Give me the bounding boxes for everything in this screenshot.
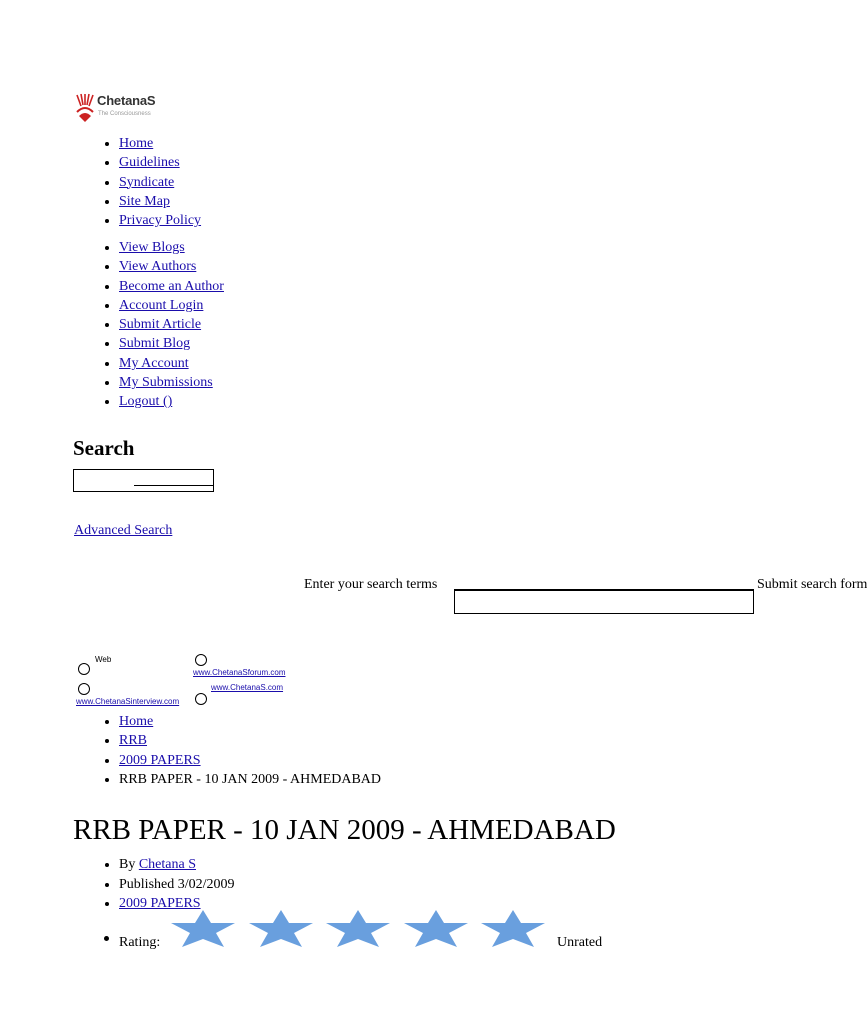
search-terms-label: Enter your search terms — [304, 577, 438, 592]
search-heading: Search — [73, 436, 135, 460]
rating-star-2-icon[interactable] — [246, 908, 316, 948]
nav-item-account-login — [119, 296, 419, 315]
nav-item-my-account — [119, 354, 419, 373]
breadcrumb-link-home[interactable]: Home — [119, 714, 154, 729]
meta-author — [119, 855, 235, 875]
breadcrumb — [119, 712, 381, 789]
scope-radio-forum[interactable] — [195, 654, 207, 666]
scope-label-web: Web — [95, 655, 112, 664]
nav-link-my-submissions[interactable]: My Submissions — [119, 375, 213, 391]
logo-brand-name: ChetanaS — [97, 93, 156, 108]
rating-star-1-icon[interactable] — [168, 908, 238, 948]
logo-tagline: The Consciousness — [98, 111, 151, 117]
nav-link-my-account[interactable]: My Account — [119, 355, 189, 371]
breadcrumb-item — [119, 712, 381, 731]
breadcrumb-item — [119, 751, 381, 770]
search-input-underline — [134, 485, 214, 486]
article-meta — [119, 855, 235, 914]
site-logo[interactable] — [74, 92, 194, 128]
rating-label: Rating: — [119, 935, 161, 950]
nav-item-logout — [119, 392, 419, 411]
nav-item-site-map — [119, 192, 419, 211]
scope-radio-interview[interactable] — [78, 683, 90, 695]
rating-bullet — [104, 936, 109, 941]
author-link[interactable]: Chetana S — [138, 857, 196, 872]
logo-emblem-icon — [74, 92, 96, 124]
scope-label-main-site[interactable]: www.ChetanaS.com — [211, 683, 284, 692]
rating-star-3-icon[interactable] — [323, 908, 393, 948]
search-terms-input[interactable] — [454, 590, 754, 614]
nav-item-privacy-policy — [119, 211, 419, 230]
nav-item-my-submissions — [119, 373, 419, 392]
nav-item-home — [119, 134, 419, 153]
scope-label-forum[interactable]: www.ChetanaSforum.com — [193, 668, 286, 677]
nav-link-view-blogs[interactable]: View Blogs — [119, 240, 185, 255]
nav-link-become-author[interactable]: Become an Author — [119, 278, 224, 294]
meta-published: • Published 3/02/2009 — [119, 875, 235, 895]
advanced-search-link[interactable]: Advanced Search — [74, 523, 173, 538]
scope-radio-main-site[interactable] — [195, 693, 207, 705]
rating-status: Unrated — [557, 935, 603, 950]
nav-link-guidelines[interactable]: Guidelines — [119, 155, 180, 171]
rating-row — [104, 908, 664, 948]
nav-item-view-blogs — [119, 238, 419, 257]
primary-nav — [119, 134, 419, 230]
nav-link-view-authors[interactable]: View Authors — [119, 259, 197, 275]
submit-search-label[interactable]: Submit search form — [757, 577, 867, 592]
page-title: RRB PAPER - 10 JAN 2009 - AHMEDABAD — [73, 814, 616, 846]
scope-label-interview[interactable]: www.ChetanaSinterview.com — [76, 697, 180, 706]
breadcrumb-link-rrb[interactable]: RRB — [119, 733, 148, 749]
nav-link-site-map[interactable]: Site Map — [119, 193, 170, 209]
nav-item-submit-blog — [119, 334, 419, 353]
scope-radio-web[interactable] — [78, 663, 90, 675]
meta-author-prefix: By — [119, 857, 139, 872]
nav-link-privacy-policy[interactable]: Privacy Policy — [119, 213, 202, 229]
nav-link-logout[interactable]: Logout () — [119, 394, 173, 410]
breadcrumb-link-2009-papers[interactable]: 2009 PAPERS — [119, 752, 201, 768]
rating-star-5-icon[interactable] — [478, 908, 548, 948]
nav-item-syndicate — [119, 173, 419, 192]
category-link[interactable]: 2009 PAPERS — [119, 896, 201, 911]
nav-link-home[interactable]: Home — [119, 136, 154, 151]
nav-link-submit-article[interactable]: Submit Article — [119, 317, 202, 333]
nav-item-view-authors — [119, 257, 419, 276]
rating-star-4-icon[interactable] — [401, 908, 471, 948]
nav-item-become-author — [119, 277, 419, 296]
nav-item-guidelines — [119, 153, 419, 172]
nav-link-syndicate[interactable]: Syndicate — [119, 174, 175, 190]
breadcrumb-current: • RRB PAPER - 10 JAN 2009 - AHMEDABAD — [119, 770, 381, 789]
nav-item-submit-article — [119, 315, 419, 334]
account-nav — [119, 238, 419, 412]
nav-link-submit-blog[interactable]: Submit Blog — [119, 336, 191, 352]
breadcrumb-item — [119, 731, 381, 750]
search-input[interactable] — [73, 469, 214, 492]
nav-link-account-login[interactable]: Account Login — [119, 297, 204, 313]
